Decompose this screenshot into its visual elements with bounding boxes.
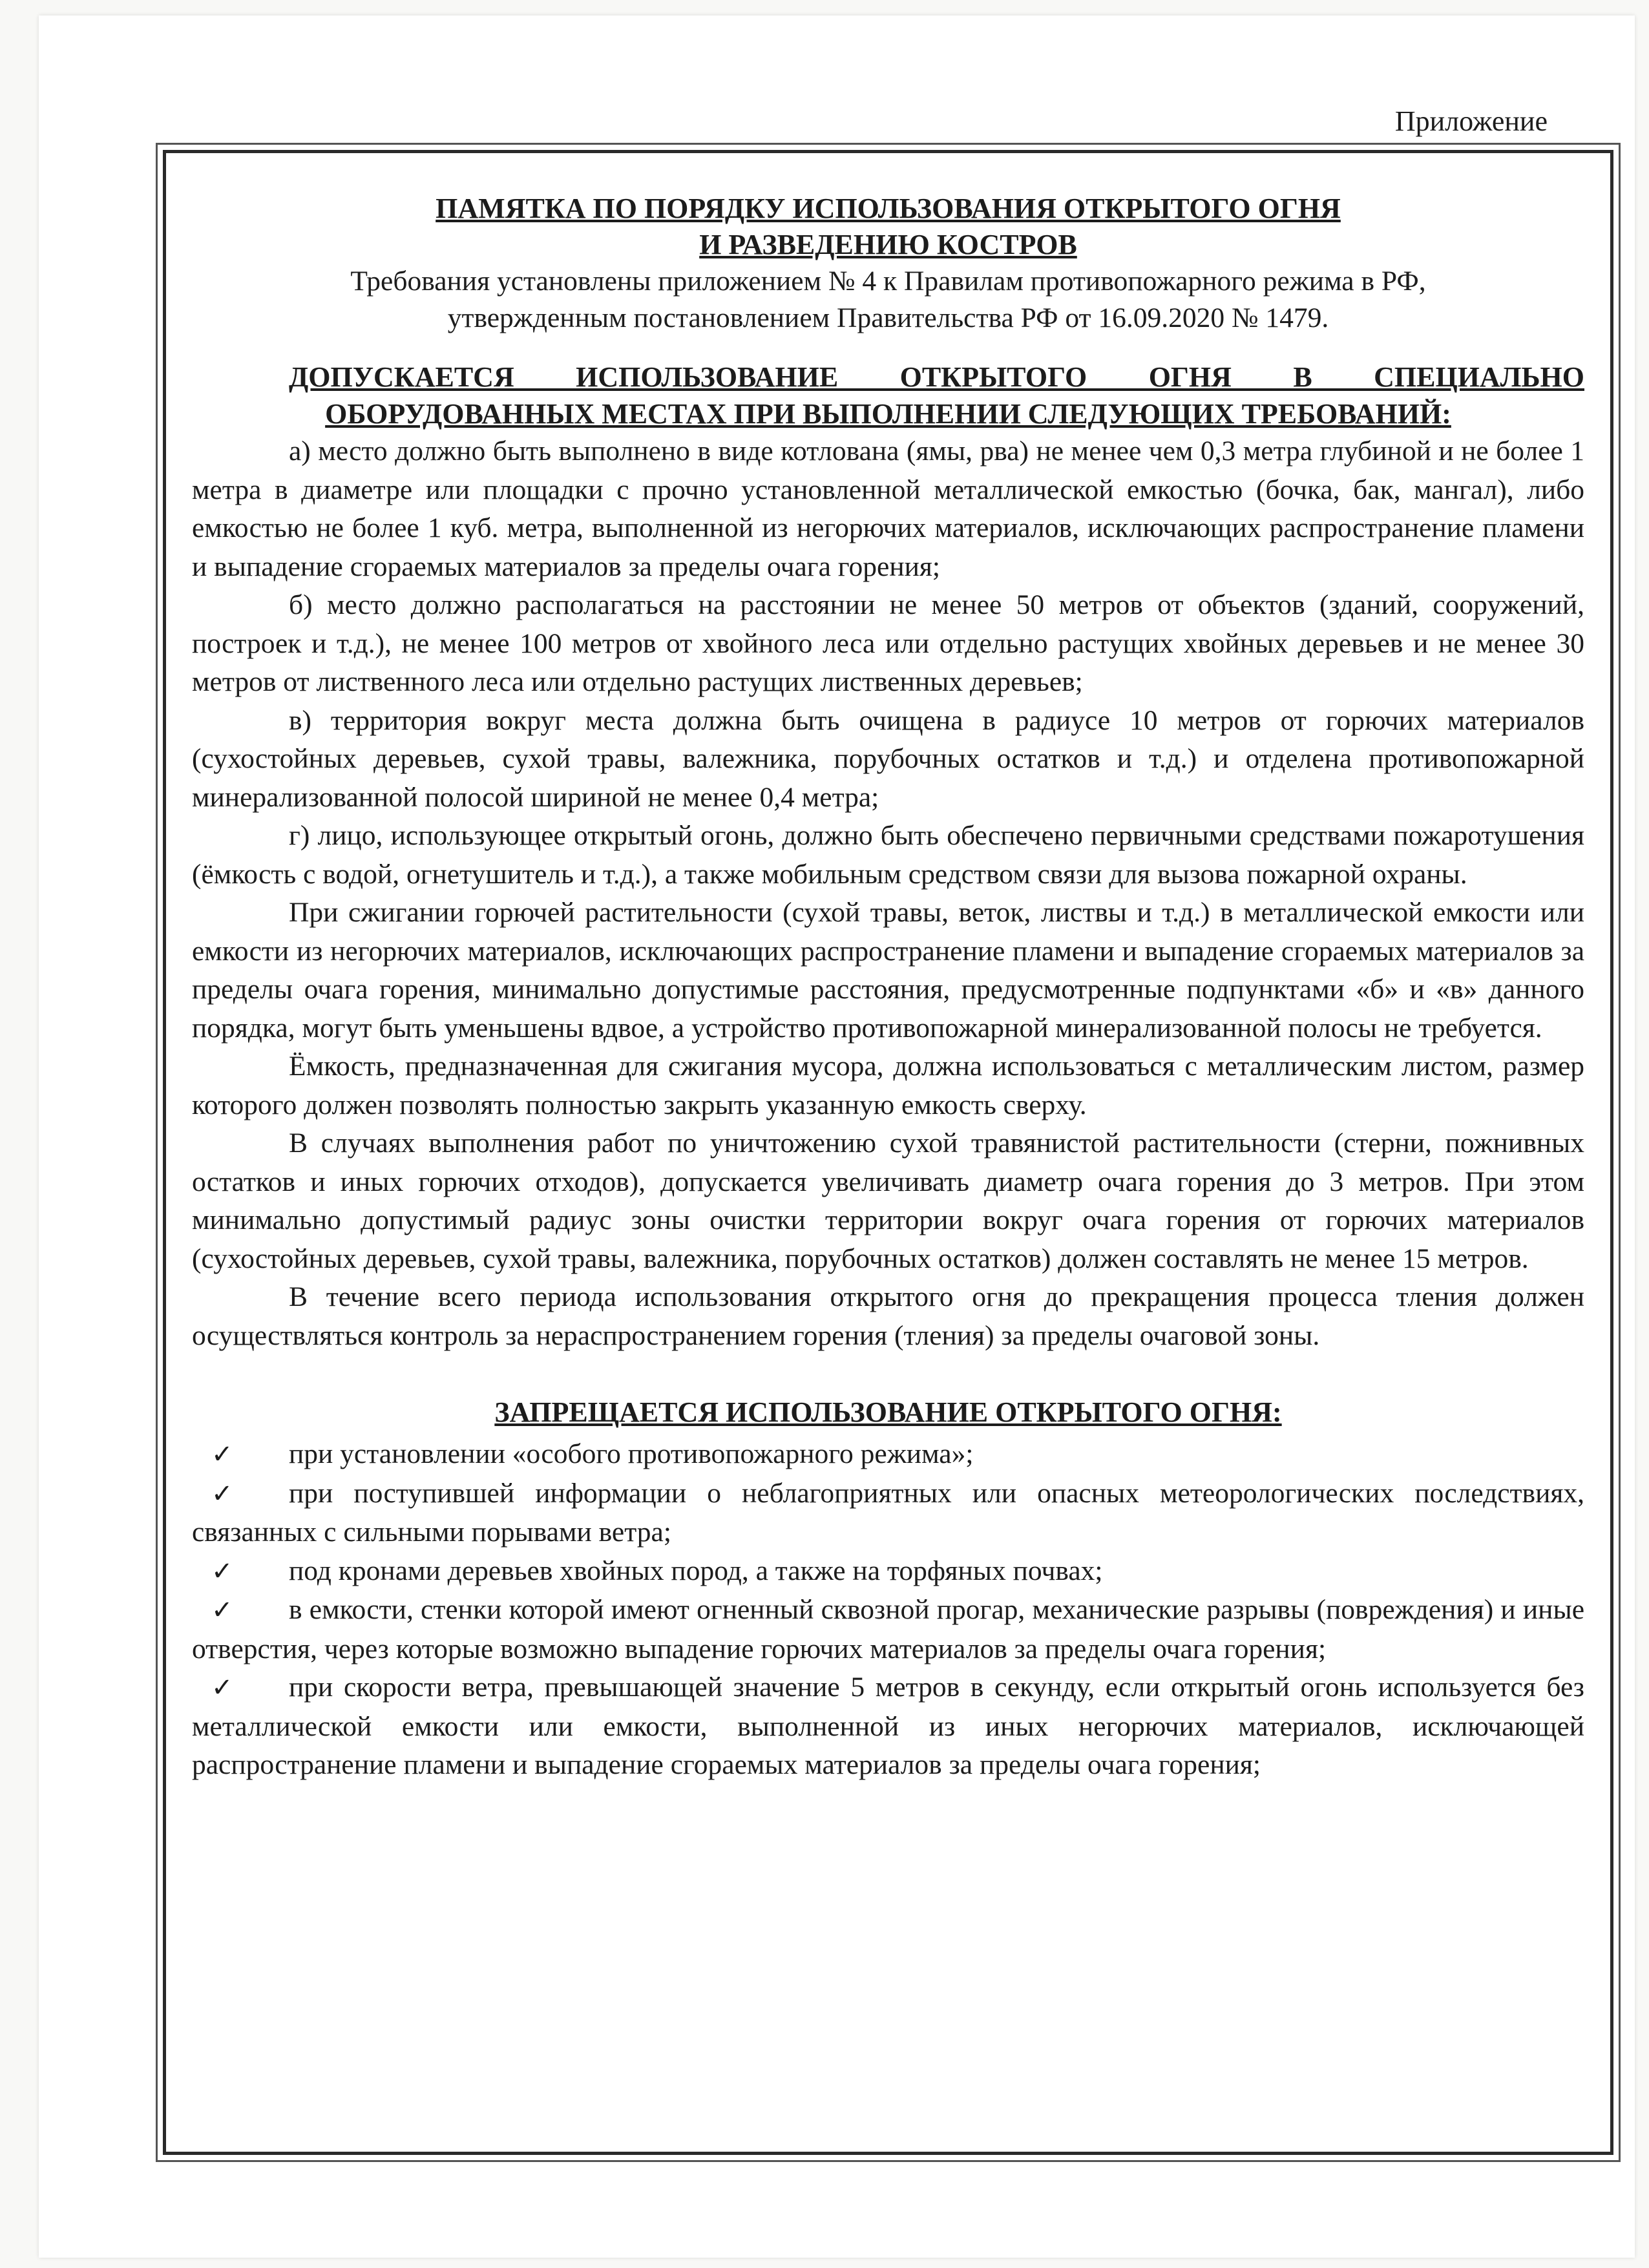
checkmark-icon: ✓ [211, 1595, 233, 1625]
memo-content [192, 191, 1584, 1785]
prohibition-item [192, 1435, 1584, 1475]
requirement-paragraph: При сжигании горючей растительности (сухой травы, веток, листвы и т.д.) в металлической емкости или емкости из негорючих материалов, исключающих распространение пламени и выпадение сгораемых материалов за пределы очага горения, минимально допустимые расстояния, предусмотренные подпунктами «б» и «в» данного порядка, могут быть уменьшены вдвое, а устройство противопожарной минерализованной полосы не требуется. [192, 897, 1584, 1044]
prohibition-item [192, 1475, 1584, 1552]
prohibition-text: при скорости ветра, превышающей значение 5 метров в секунду, если открытый огонь используется без металлической емкости или емкости, выполненной из иных негорючих материалов, исключающей распространение пламени и выпадение сгораемых материалов за пределы очага горения; [192, 1672, 1584, 1780]
requirement-paragraph: в) территория вокруг места должна быть очищена в радиусе 10 метров от горючих материалов (сухостойных деревьев, сухой травы, валежника, порубочных остатков и т.д.) и отделена противопожарной минерализованной полосой шириной не менее 0,4 метра; [192, 704, 1584, 813]
allowed-section-heading: ДОПУСКАЕТСЯ ИСПОЛЬЗОВАНИЕ ОТКРЫТОГО ОГНЯ В СПЕЦИАЛЬНО ОБОРУДОВАННЫХ МЕСТАХ ПРИ ВЫПОЛНЕНИИ СЛЕДУЮЩИХ ТРЕБОВАНИЙ: [289, 361, 1584, 430]
requirement-paragraph: г) лицо, использующее открытый огонь, должно быть обеспечено первичными средствами пожаротушения (ёмкость с водой, огнетушитель и т.д.), а также мобильным средством связи для вызова пожарной охраны. [192, 820, 1584, 890]
requirement-paragraph: б) место должно располагаться на расстоянии не менее 50 метров от объектов (зданий, сооружений, построек и т.д.), не менее 100 метров от хвойного леса или отдельно растущих хвойных деревьев и не менее 30 метров от лиственного леса или отдельно растущих лиственных деревьев; [192, 589, 1584, 697]
prohibition-item [192, 1552, 1584, 1591]
prohibition-text: при установлении «особого противопожарного режима»; [289, 1438, 974, 1469]
prohibition-item [192, 1591, 1584, 1668]
memo-frame [163, 150, 1613, 2155]
memo-title-line-2: И РАЗВЕДЕНИЮ КОСТРОВ [699, 229, 1077, 260]
requirement-paragraph: В случаях выполнения работ по уничтожению сухой травянистой растительности (стерни, пожнивных остатков и иных горючих отходов), допускается увеличивать диаметр очага горения до 3 метров. При этом минимально допустимый радиус зоны очистки территории вокруг очага горения от горючих материалов (сухостойных деревьев, сухой травы, валежника, порубочных остатков) должен составлять не менее 15 метров. [192, 1128, 1584, 1274]
requirement-paragraph: а) место должно быть выполнено в виде котлована (ямы, рва) не менее чем 0,3 метра глубиной и не более 1 метра в диаметре или площадки с прочно установленной металлической емкостью (бочка, бак, мангал), либо емкостью не более 1 куб. метра, выполненной из негорючих материалов, исключающих распространение пламени и выпадение сгораемых материалов за пределы очага горения; [192, 436, 1584, 582]
checkmark-icon: ✓ [211, 1478, 233, 1509]
forbidden-section-heading: ЗАПРЕЩАЕТСЯ ИСПОЛЬЗОВАНИЕ ОТКРЫТОГО ОГНЯ: [494, 1396, 1282, 1428]
checkmark-icon: ✓ [211, 1556, 233, 1586]
checkmark-icon: ✓ [211, 1673, 233, 1703]
requirement-paragraph: В течение всего периода использования открытого огня до прекращения процесса тления должен осуществляться контроль за нераспространением горения (тления) за пределы очаговой зоны. [192, 1281, 1584, 1351]
prohibition-item [192, 1668, 1584, 1785]
requirement-paragraph: Ёмкость, предназначенная для сжигания мусора, должна использоваться с металлическим листом, размер которого должен позволять полностью закрыть указанную емкость сверху. [192, 1051, 1584, 1120]
document-page [39, 16, 1635, 2258]
memo-subtitle-line-1: Требования установлены приложением № 4 к Правилам противопожарного режима в РФ, [350, 266, 1426, 297]
appendix-label: Приложение [1394, 105, 1548, 137]
prohibition-list [192, 1435, 1584, 1785]
memo-title-line-1: ПАМЯТКА ПО ПОРЯДКУ ИСПОЛЬЗОВАНИЯ ОТКРЫТОГО ОГНЯ [436, 193, 1341, 224]
prohibition-text: под кронами деревьев хвойных пород, а также на торфяных почвах; [289, 1555, 1103, 1586]
checkmark-icon: ✓ [211, 1440, 233, 1469]
memo-subtitle-line-2: утвержденным постановлением Правительства РФ от 16.09.2020 № 1479. [447, 302, 1329, 333]
prohibition-text: в емкости, стенки которой имеют огненный сквозной прогар, механические разрывы (повреждения) и иные отверстия, через которые возможно выпадение горючих материалов за пределы очага горения; [192, 1594, 1584, 1664]
prohibition-text: при поступившей информации о неблагоприятных или опасных метеорологических последствиях, связанных с сильными порывами ветра; [192, 1477, 1584, 1548]
